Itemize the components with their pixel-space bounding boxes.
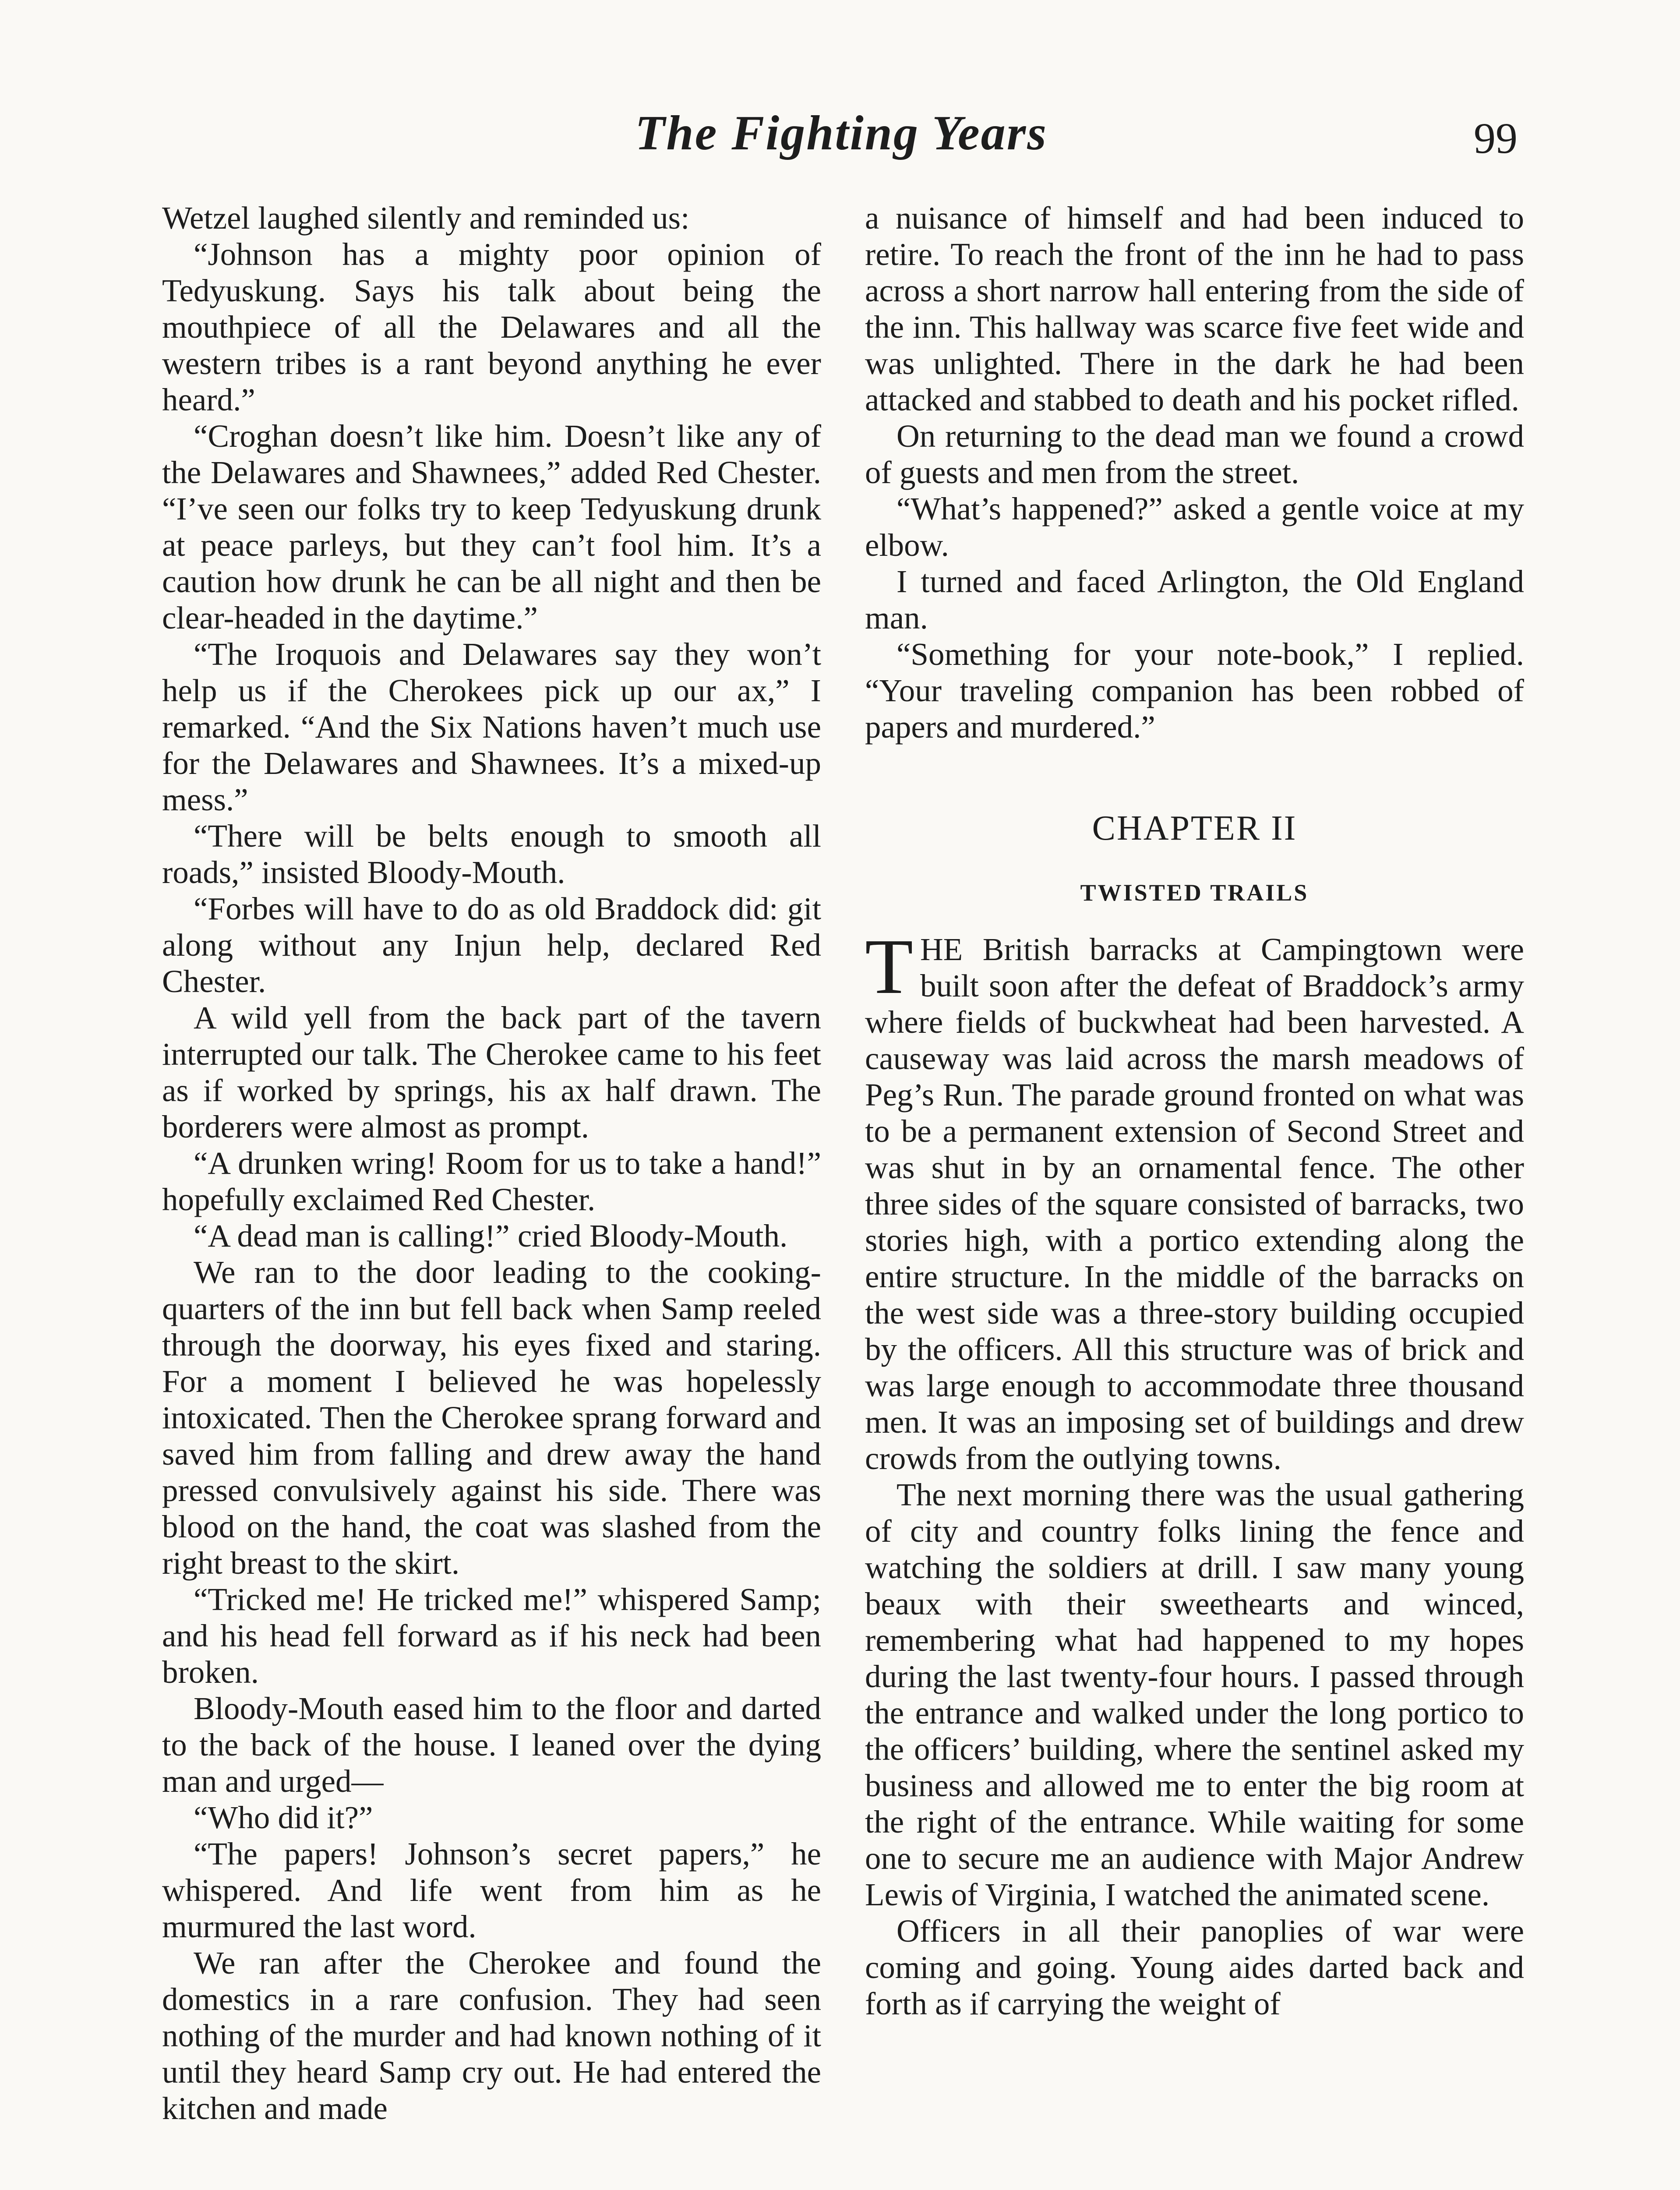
paragraph: “A dead man is calling!” cried Bloody-Mouth. bbox=[194, 1218, 788, 1254]
paragraph: The next morning there was the usual gathering of city and country folks lining the fence and watching the soldiers at drill. I saw many young beaux with their sweethearts and winced, remembering what had happened to my hopes during the last twenty-four hours. I passed through the entrance and walked under the long portico to the officers’ building, where the sentinel asked my business and allowed me to enter the big room at the right of the entrance. While waiting for some one to secure me an audience with Major Andrew Lewis of Virginia, I watched the animated scene. bbox=[865, 1477, 1524, 1912]
paragraph: “There will be belts enough to smooth all roads,” insisted Bloody-Mouth. bbox=[162, 818, 821, 890]
paragraph: On returning to the dead man we found a crowd of guests and men from the street. bbox=[865, 418, 1524, 490]
left-column bbox=[162, 200, 821, 2126]
chapter-opening-paragraph bbox=[865, 923, 1524, 1476]
paragraph: A wild yell from the back part of the tavern interrupted our talk. The Cherokee came to his feet as if worked by springs, his ax half drawn. The borderers were almost as prompt. bbox=[162, 1000, 821, 1144]
paragraph: I turned and faced Arlington, the Old England man. bbox=[865, 564, 1524, 636]
paragraph-continuation: a nuisance of himself and had been induced to retire. To reach the front of the inn he had to pass across a short narrow hall entering from the side of the inn. This hallway was scarce five feet wide and was unlighted. There in the dark he had been attacked and stabbed to death and his pocket rifled. bbox=[865, 200, 1524, 417]
paragraph: “Forbes will have to do as old Braddock did: git along without any Injun help, declared Red Chester. bbox=[162, 891, 821, 999]
right-column bbox=[865, 200, 1524, 2022]
paragraph: “Croghan doesn’t like him. Doesn’t like any of the Delawares and Shawnees,” added Red Chester. “I’ve seen our folks try to keep Tedyuskung drunk at peace parleys, but they can’t fool him. It’s a caution how drunk he can be all night and then be clear-headed in the daytime.” bbox=[162, 418, 821, 636]
paragraph: Wetzel laughed silently and reminded us: bbox=[162, 200, 690, 236]
chapter-opening-text: HE British barracks at Campingtown were built soon after the defeat of Braddock’s army where fields of buckwheat had been harvested. A causeway was laid across the marsh meadows of Peg’s Run. The parade ground fronted on what was to be a permanent extension of Second Street and was shut in by an ornamental fence. The other three sides of the square consisted of barracks, two stories high, with a portico extending along the entire structure. In the middle of the barracks on the west side was a three-story building occupied by the officers. All this structure was of brick and was large enough to accommodate three thousand men. It was an imposing set of buildings and drew crowds from the outlying towns. bbox=[865, 932, 1524, 1476]
running-title: The Fighting Years bbox=[635, 106, 1048, 160]
paragraph: “What’s happened?” asked a gentle voice at my elbow. bbox=[865, 491, 1524, 563]
paragraph: Bloody-Mouth eased him to the floor and darted to the back of the house. I leaned over the dying man and urged— bbox=[162, 1691, 821, 1799]
paragraph: We ran after the Cherokee and found the domestics in a rare confusion. They had seen nothing of the murder and had known nothing of it until they heard Samp cry out. He had entered the kitchen and made bbox=[162, 1945, 821, 2126]
paragraph: “Johnson has a mighty poor opinion of Tedyuskung. Says his talk about being the mouthpiece of all the Delawares and all the western tribes is a rant beyond anything he ever heard.” bbox=[162, 237, 821, 417]
drop-cap: T bbox=[865, 923, 913, 1010]
paragraph: “Who did it?” bbox=[194, 1800, 373, 1835]
chapter-subtitle: TWISTED TRAILS bbox=[1080, 880, 1309, 906]
paragraph: “Tricked me! He tricked me!” whispered Samp; and his head fell forward as if his neck had been broken. bbox=[162, 1582, 821, 1690]
paragraph: “A drunken wring! Room for us to take a hand!” hopefully exclaimed Red Chester. bbox=[162, 1145, 821, 1217]
page-header bbox=[0, 105, 1680, 171]
paragraph: “The Iroquois and Delawares say they won’t help us if the Cherokees pick up our ax,” I remarked. “And the Six Nations haven’t much use for the Delawares and Shawnees. It’s a mixed-up mess.” bbox=[162, 636, 821, 817]
paragraph: “Something for your note-book,” I replied. “Your traveling companion has been robbed of papers and murdered.” bbox=[865, 636, 1524, 745]
page-number: 99 bbox=[1474, 114, 1518, 162]
paragraph: Officers in all their panoplies of war were coming and going. Young aides darted back and forth as if carrying the weight of bbox=[865, 1913, 1524, 2021]
chapter-heading: CHAPTER II bbox=[1092, 809, 1297, 848]
paragraph: We ran to the door leading to the cooking-quarters of the inn but fell back when Samp reeled through the doorway, his eyes fixed and staring. For a moment I believed he was hopelessly intoxicated. Then the Cherokee sprang forward and saved him from falling and drew away the hand pressed convulsively against his side. There was blood on the hand, the coat was slashed from the right breast to the skirt. bbox=[162, 1254, 821, 1581]
paragraph: “The papers! Johnson’s secret papers,” he whispered. And life went from him as he murmured the last word. bbox=[162, 1836, 821, 1944]
